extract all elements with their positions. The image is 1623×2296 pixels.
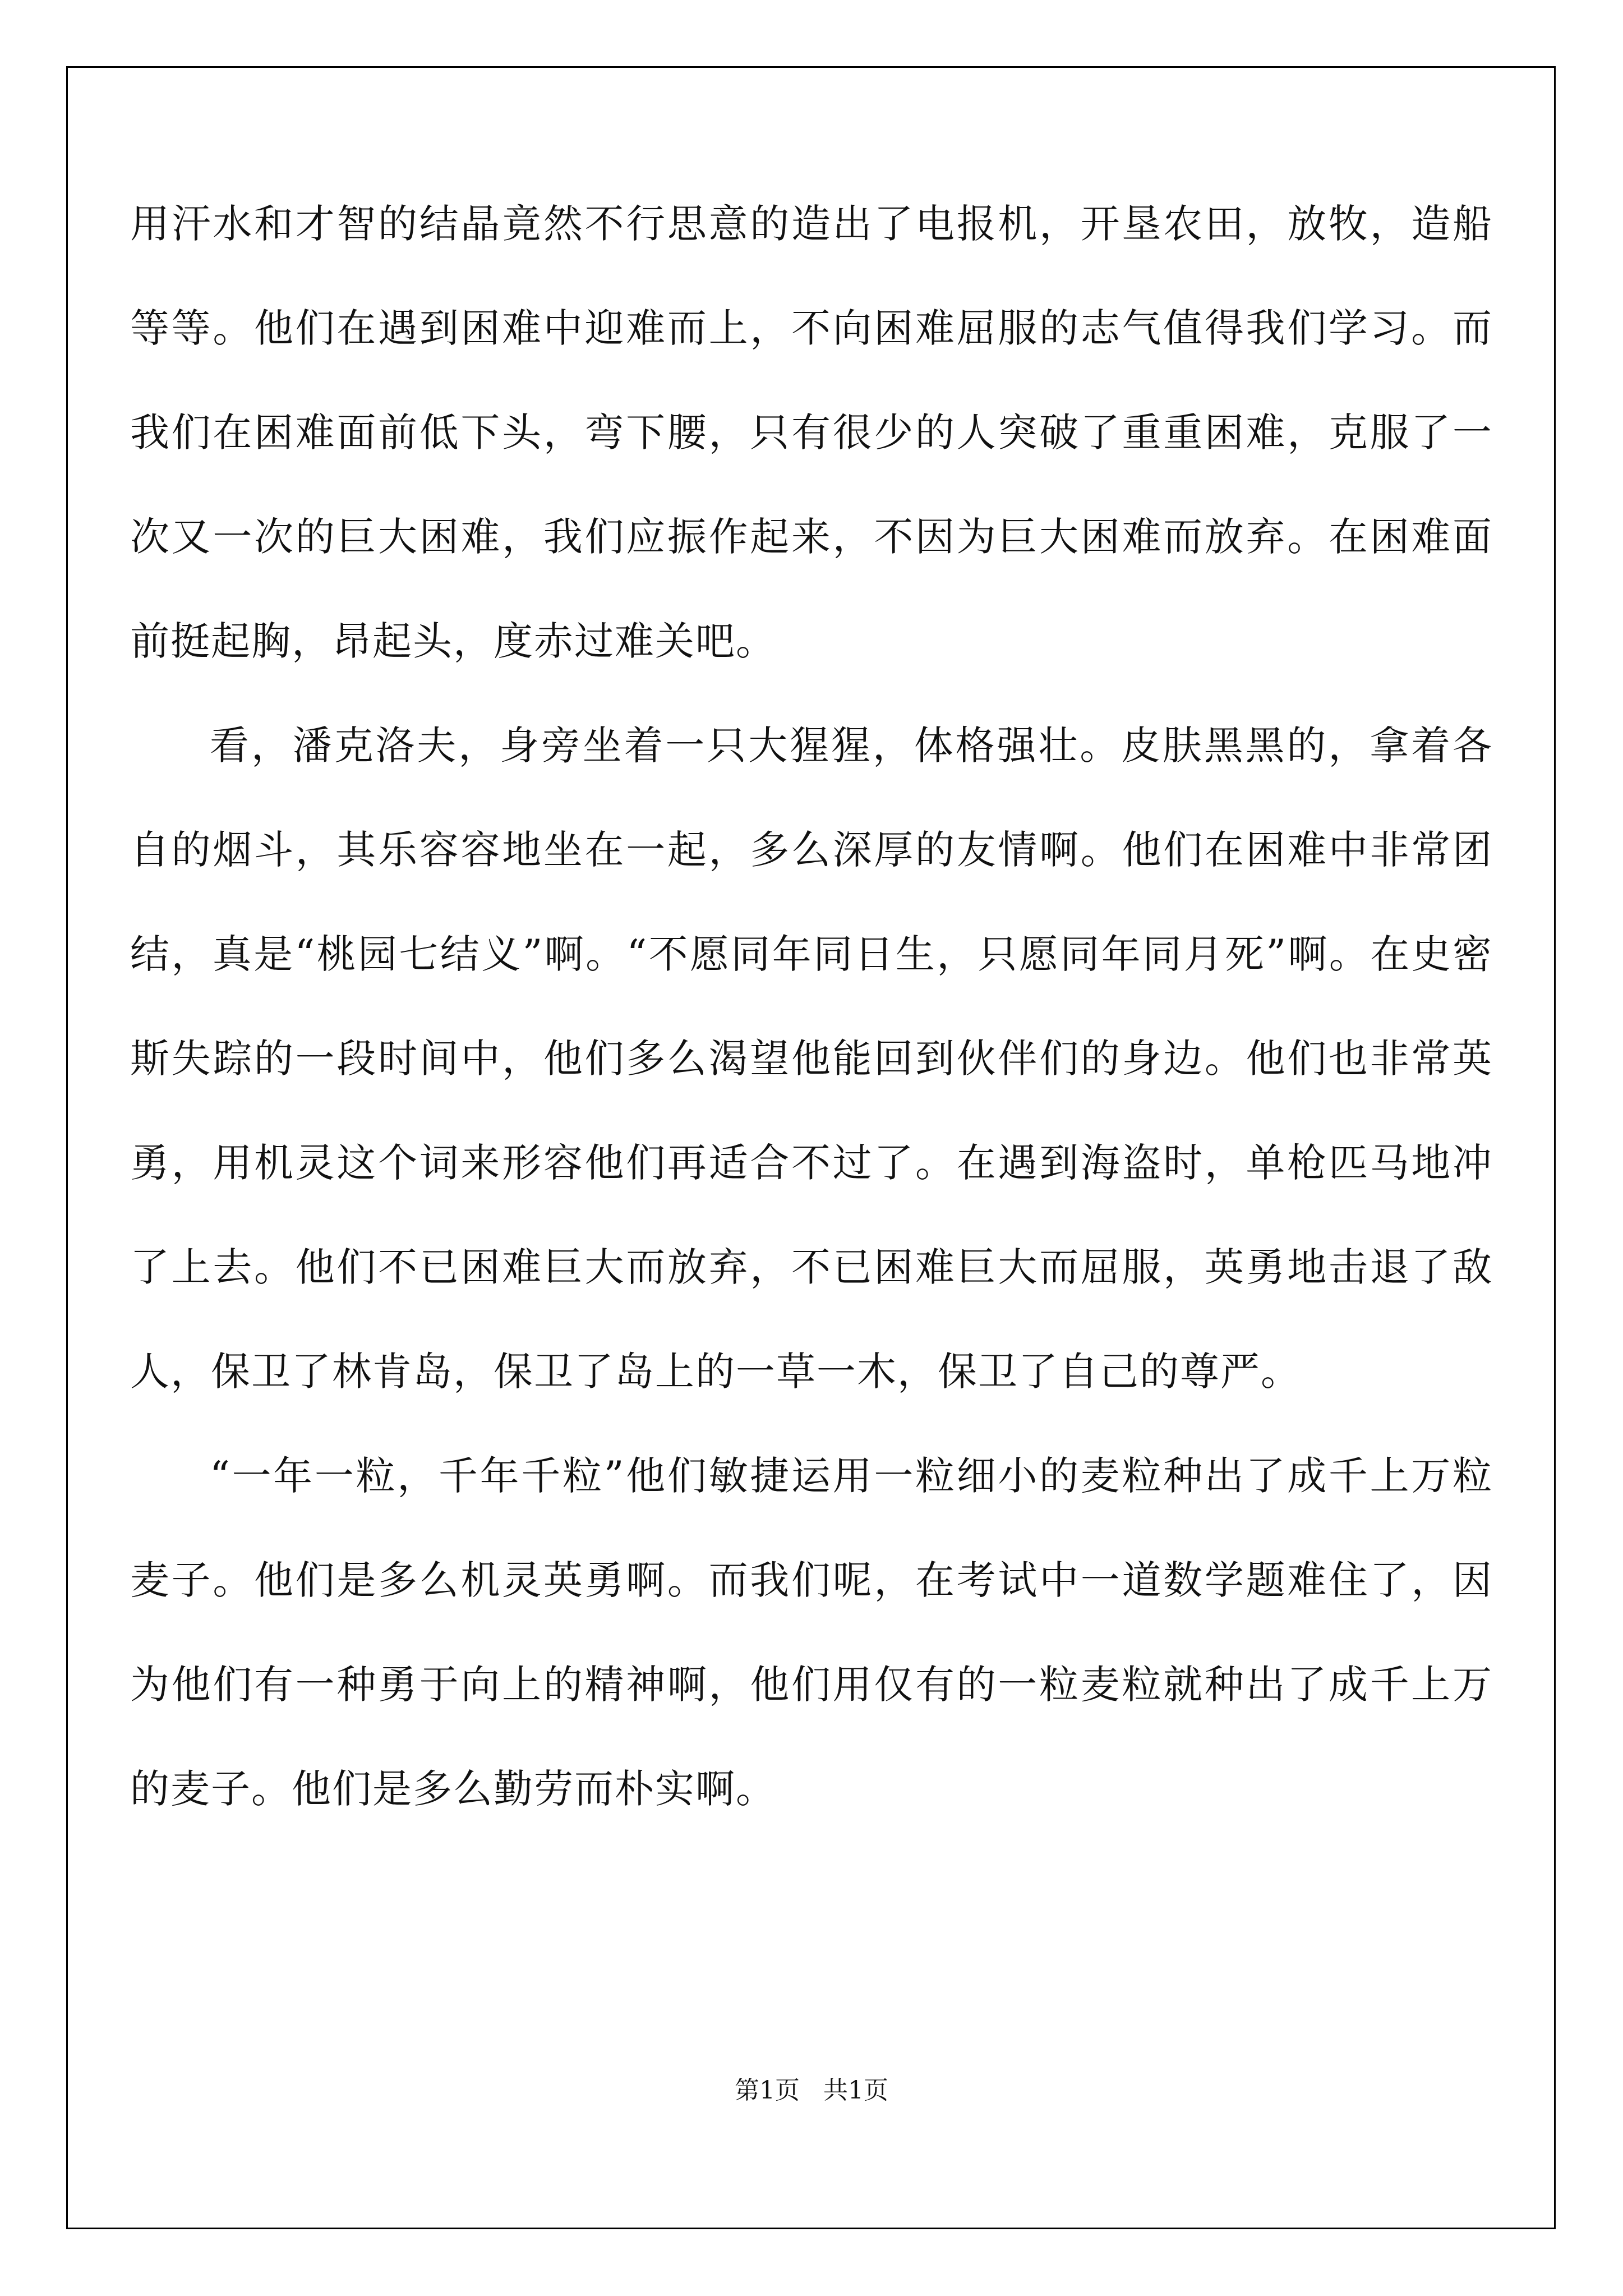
paragraph-1: 用汗水和才智的结晶竟然不行思意的造出了电报机，开垦农田，放牧，造船等等。他们在遇到困难中迎难而上，不向困难屈服的志气值得我们学习。而我们在困难面前低下头，弯下腰，只有很少的人突破了重重困难，克服了一次又一次的巨大困难，我们应振作起来，不因为巨大困难而放弃。在困难面前挺起胸，昂起头，度赤过难关吧。 — [130, 201, 1493, 664]
paragraph-2: 看，潘克洛夫，身旁坐着一只大猩猩，体格强壮。皮肤黑黑的，拿着各自的烟斗，其乐容容地坐在一起，多么深厚的友情啊。他们在困难中非常团结，真是“桃园七结义”啊。“不愿同年同日生，只愿同年同月死”啊。在史密斯失踪的一段时间中，他们多么渴望他能回到伙伴们的身边。他们也非常英勇，用机灵这个词来形容他们再适合不过了。在遇到海盗时，单枪匹马地冲了上去。他们不已困难巨大而放弃，不已困难巨大而屈服，英勇地击退了敌人，保卫了林肯岛，保卫了岛上的一草一木，保卫了自己的尊严。 — [130, 723, 1493, 1395]
document-body — [130, 172, 1493, 1841]
paragraph-3: “一年一粒，千年千粒”他们敏捷运用一粒细小的麦粒种出了成千上万粒麦子。他们是多么机灵英勇啊。而我们呢，在考试中一道数学题难住了，因为他们有一种勇于向上的精神啊，他们用仅有的一粒麦粒就种出了成千上万的麦子。他们是多么勤劳而朴实啊。 — [130, 1453, 1493, 1812]
page-footer: 第1页 共1页 — [735, 2076, 888, 2105]
